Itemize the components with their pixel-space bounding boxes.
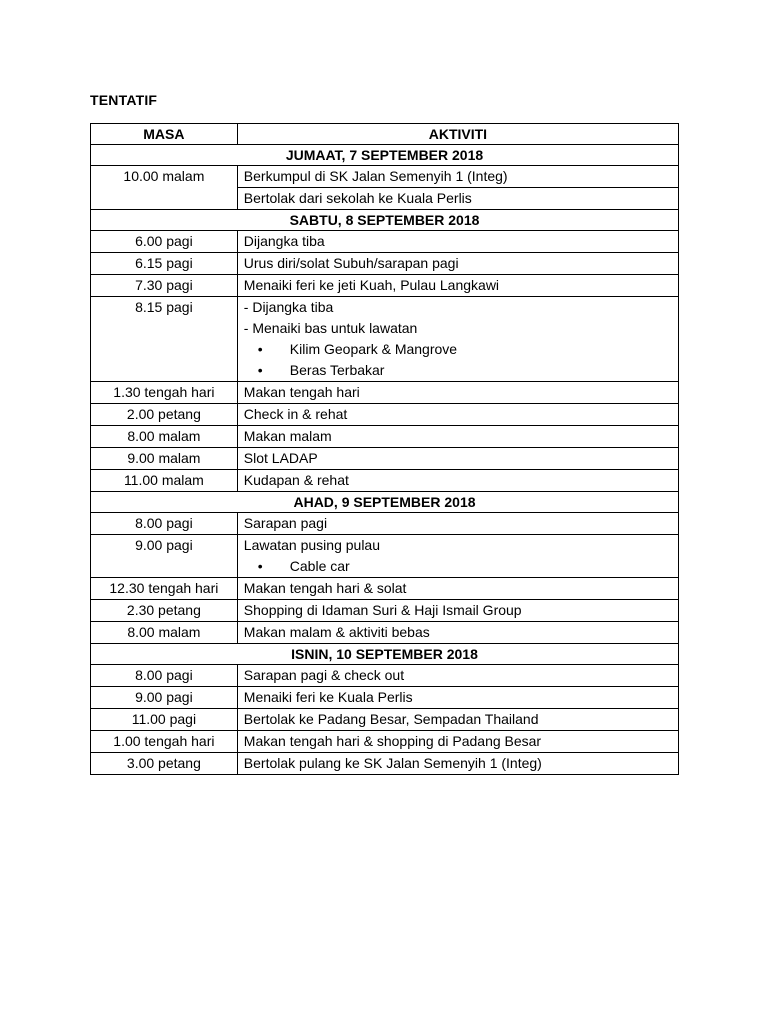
schedule-body — [91, 145, 679, 775]
table-row — [91, 731, 679, 753]
schedule-table — [90, 123, 679, 775]
bullet-item — [244, 556, 672, 577]
table-row — [91, 578, 679, 600]
bullet-dot-icon: • — [257, 341, 263, 357]
activity-text: Kilim Geopark & Mangrove — [289, 341, 458, 357]
activity-cell — [237, 687, 678, 709]
activity-cell — [237, 665, 678, 687]
activity-line — [244, 731, 672, 752]
table-row — [91, 166, 679, 188]
time-cell: 2.30 petang — [91, 600, 238, 622]
activity-cell — [237, 622, 678, 644]
activity-cell — [237, 166, 678, 188]
activity-line — [244, 513, 672, 534]
activity-text: - Dijangka tiba — [243, 299, 334, 315]
table-row — [91, 687, 679, 709]
activity-line — [244, 622, 672, 643]
table-row — [91, 665, 679, 687]
day-label: SABTU, 8 SEPTEMBER 2018 — [91, 210, 679, 231]
activity-text: Sarapan pagi — [243, 515, 328, 531]
time-cell: 12.30 tengah hari — [91, 578, 238, 600]
activity-cell — [237, 253, 678, 275]
activity-line — [244, 382, 672, 403]
activity-text: Slot LADAP — [243, 450, 318, 466]
activity-text: Bertolak ke Padang Besar, Sempadan Thailand — [243, 711, 539, 727]
table-row — [91, 231, 679, 253]
activity-line — [244, 404, 672, 425]
activity-text: Makan tengah hari & solat — [243, 580, 407, 596]
day-header-row — [91, 210, 679, 231]
activity-line — [244, 448, 672, 469]
time-cell: 6.15 pagi — [91, 253, 238, 275]
time-cell: 2.00 petang — [91, 404, 238, 426]
table-row — [91, 513, 679, 535]
activity-line — [244, 470, 672, 491]
column-header-time: MASA — [91, 124, 238, 145]
activity-line — [244, 687, 672, 708]
activity-cell — [237, 382, 678, 404]
activity-line — [244, 253, 672, 274]
time-cell: 8.00 malam — [91, 622, 238, 644]
table-row — [91, 382, 679, 404]
time-cell: 8.00 malam — [91, 426, 238, 448]
time-cell: 8.00 pagi — [91, 513, 238, 535]
time-cell: 3.00 petang — [91, 753, 238, 775]
activity-line — [244, 535, 672, 556]
table-header-row — [91, 124, 679, 145]
activity-cell — [237, 231, 678, 253]
activity-text: Menaiki feri ke Kuala Perlis — [243, 689, 413, 705]
activity-line — [244, 166, 672, 187]
activity-cell — [237, 448, 678, 470]
activity-cell — [237, 297, 678, 382]
activity-line — [244, 297, 672, 318]
activity-line — [244, 665, 672, 686]
activity-cell — [237, 731, 678, 753]
time-cell: 9.00 pagi — [91, 687, 238, 709]
time-cell: 1.30 tengah hari — [91, 382, 238, 404]
table-row — [91, 709, 679, 731]
time-cell: 8.15 pagi — [91, 297, 238, 382]
activity-line — [244, 318, 672, 339]
activity-line — [244, 753, 672, 774]
activity-text: Cable car — [289, 558, 350, 574]
bullet-item — [244, 339, 672, 360]
time-cell: 7.30 pagi — [91, 275, 238, 297]
activity-text: Shopping di Idaman Suri & Haji Ismail Group — [243, 602, 522, 618]
activity-line — [244, 578, 672, 599]
activity-cell — [237, 753, 678, 775]
time-cell: 6.00 pagi — [91, 231, 238, 253]
bullet-dot-icon: • — [257, 558, 263, 574]
activity-text: Bertolak pulang ke SK Jalan Semenyih 1 (Integ) — [243, 755, 542, 771]
table-row — [91, 404, 679, 426]
activity-text: Berkumpul di SK Jalan Semenyih 1 (Integ) — [243, 168, 508, 184]
activity-cell — [237, 275, 678, 297]
activity-text: Menaiki feri ke jeti Kuah, Pulau Langkawi — [243, 277, 500, 293]
column-header-activity: AKTIVITI — [237, 124, 678, 145]
time-cell: 11.00 malam — [91, 470, 238, 492]
activity-line — [244, 709, 672, 730]
table-row — [91, 535, 679, 578]
day-header-row — [91, 492, 679, 513]
time-cell: 1.00 tengah hari — [91, 731, 238, 753]
activity-text: Lawatan pusing pulau — [243, 537, 381, 553]
table-row — [91, 753, 679, 775]
activity-cell — [237, 600, 678, 622]
activity-cell — [237, 578, 678, 600]
activity-cell — [237, 404, 678, 426]
activity-cell — [237, 426, 678, 448]
activity-line — [244, 231, 672, 252]
activity-cell — [237, 470, 678, 492]
page-title: TENTATIF — [90, 92, 158, 108]
bullet-item — [244, 360, 672, 381]
activity-cell — [237, 709, 678, 731]
day-label: AHAD, 9 SEPTEMBER 2018 — [91, 492, 679, 513]
activity-text: Urus diri/solat Subuh/sarapan pagi — [243, 255, 459, 271]
day-header-row — [91, 644, 679, 665]
day-label: JUMAAT, 7 SEPTEMBER 2018 — [91, 145, 679, 166]
time-cell: 9.00 malam — [91, 448, 238, 470]
activity-text: Makan tengah hari — [243, 384, 360, 400]
activity-text: Bertolak dari sekolah ke Kuala Perlis — [243, 190, 472, 206]
table-row — [91, 253, 679, 275]
activity-line — [244, 600, 672, 621]
activity-text: - Menaiki bas untuk lawatan — [243, 320, 418, 336]
time-cell: 10.00 malam — [91, 166, 238, 210]
activity-line — [244, 426, 672, 447]
activity-text: Sarapan pagi & check out — [243, 667, 405, 683]
table-row — [91, 275, 679, 297]
activity-line — [244, 188, 672, 209]
activity-line — [244, 275, 672, 296]
table-row — [91, 470, 679, 492]
day-label: ISNIN, 10 SEPTEMBER 2018 — [91, 644, 679, 665]
activity-text: Dijangka tiba — [243, 233, 325, 249]
table-row — [91, 426, 679, 448]
activity-text: Beras Terbakar — [289, 362, 385, 378]
activity-cell — [237, 188, 678, 210]
bullet-dot-icon: • — [257, 362, 263, 378]
table-row — [91, 600, 679, 622]
table-row — [91, 448, 679, 470]
time-cell: 11.00 pagi — [91, 709, 238, 731]
activity-text: Kudapan & rehat — [243, 472, 349, 488]
activity-text: Makan malam & aktiviti bebas — [243, 624, 430, 640]
activity-cell — [237, 513, 678, 535]
table-row — [91, 297, 679, 382]
activity-cell — [237, 535, 678, 578]
time-cell: 9.00 pagi — [91, 535, 238, 578]
day-header-row — [91, 145, 679, 166]
time-cell: 8.00 pagi — [91, 665, 238, 687]
activity-text: Check in & rehat — [243, 406, 348, 422]
table-row — [91, 622, 679, 644]
activity-text: Makan malam — [243, 428, 332, 444]
activity-text: Makan tengah hari & shopping di Padang Besar — [243, 733, 542, 749]
